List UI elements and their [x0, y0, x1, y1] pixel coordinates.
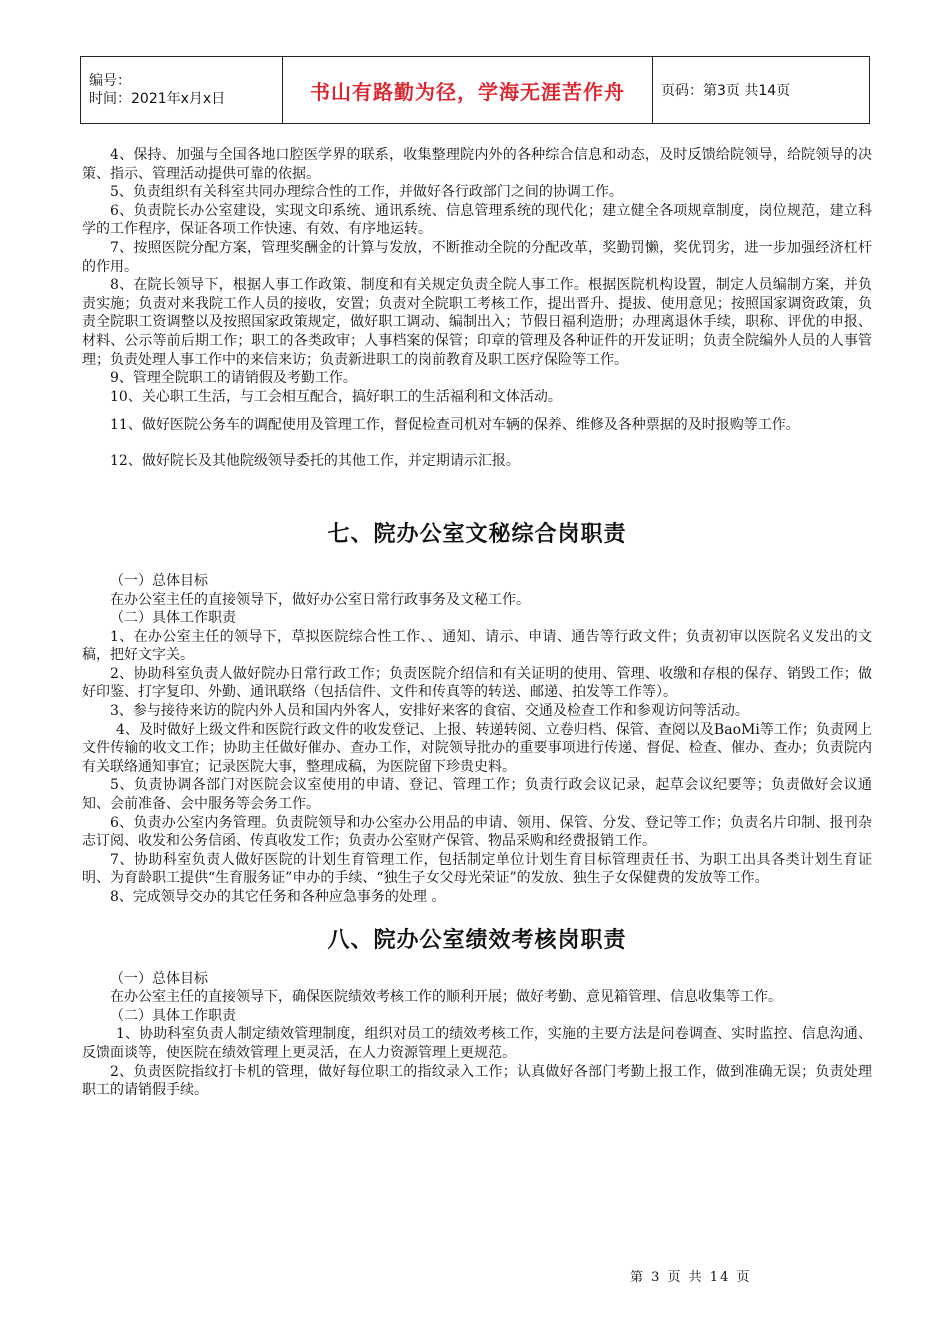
- section8-duty-2: 2、负责医院指纹打卡机的管理，做好每位职工的指纹录入工作；认真做好各部门考勤上报工作，做到准确无误；负责处理职工的请销假手续。: [82, 1063, 872, 1099]
- header-page-info: 页码：第3页 共14页: [653, 57, 870, 124]
- section8-duty-1: 1、协助科室负责人制定绩效管理制度，组织对员工的绩效考核工作，实施的主要方法是问卷调查、实时监控、信息沟通、反馈面谈等，使医院在绩效管理上更灵活，在人力资源管理上更规范。: [82, 1026, 872, 1061]
- header-motto: 书山有路勤为径，学海无涯苦作舟: [283, 57, 653, 124]
- section7-duty-2: 2、协助科室负责人做好院办日常行政工作；负责医院介绍信和有关证明的使用、管理、收缴和存根的保存、销毁工作；做好印鉴、打字复印、外勤、通讯联络（包括信件、文件和传真等的转送、邮递、拍发等工作等）。: [82, 665, 872, 701]
- section7-duties-label: （二）具体工作职责: [110, 610, 236, 627]
- section7-duty-6: 6、负责办公室内务管理。负责院领导和办公室办公用品的申请、领用、保管、分发、登记等工作；负责名片印制、报刊杂志订阅、收发和公务信函、传真收发工作；负责办公室财产保管、物品采购和经费报销工作。: [82, 814, 872, 850]
- section8-goal-label: （一）总体目标: [110, 970, 208, 987]
- section8-duties-label: （二）具体工作职责: [110, 1007, 236, 1024]
- section6-item-10: 10、关心职工生活，与工会相互配合，搞好职工的生活福利和文体活动。: [110, 388, 562, 405]
- section7-duty-8: 8、完成领导交办的其它任务和各种应急事务的处理 。: [110, 889, 446, 905]
- section7-duty-3: 3、参与接待来访的院内外人员和国内外客人，安排好来客的食宿、交通及检查工作和参观访问等活动。: [110, 703, 749, 720]
- section6-item-6: 6、负责院长办公室建设，实现文印系统、通讯系统、信息管理系统的现代化；建立健全各项规章制度，岗位规范，建立科学的工作程序，保证各项工作快速、有效、有序地运转。: [82, 202, 872, 238]
- document-body: [82, 146, 872, 1100]
- section7-duty-1: 1、在办公室主任的领导下，草拟医院综合性工作、、通知、请示、申请、通告等行政文件；负责初审以医院名义发出的文稿，把好文字关。: [82, 628, 872, 664]
- section6-item-9: 9、管理全院职工的请销假及考勤工作。: [110, 370, 357, 387]
- section6-item-5: 5、负责组织有关科室共同办理综合性的工作，并做好各行政部门之间的协调工作。: [110, 184, 623, 201]
- section6-item-4: 4、保持、加强与全国各地口腔医学界的联系，收集整理院内外的各种综合信息和动态，及时反馈给院领导，给院领导的决策、指示、管理活动提供可靠的依据。: [82, 147, 872, 182]
- section7-goal-label: （一）总体目标: [110, 572, 208, 589]
- section7-duty-5: 5、负责协调各部门对医院会议室使用的申请、登记、管理工作；负责行政会议记录，起草会议纪要等；负责做好会议通知、会前准备、会中服务等会务工作。: [82, 777, 872, 813]
- section8-title: 八、院办公室绩效考核岗职责: [327, 927, 627, 953]
- page-header: [80, 56, 870, 124]
- section6-item-11: 11、做好医院公务车的调配使用及管理工作，督促检查司机对车辆的保养、维修及各种票据的及时报购等工作。: [110, 417, 800, 434]
- section6-item-7: 7、按照医院分配方案，管理奖酬金的计算与发放，不断推动全院的分配改革，奖勤罚懒，奖优罚劣，进一步加强经济杠杆的作用。: [82, 239, 872, 275]
- section6-item-12: 12、做好院长及其他院级领导委托的其他工作，并定期请示汇报。: [110, 453, 520, 470]
- section7-title: 七、院办公室文秘综合岗职责: [327, 521, 627, 547]
- section8-goal-text: 在办公室主任的直接领导下，确保医院绩效考核工作的顺利开展；做好考勤、意见箱管理、信息收集等工作。: [110, 989, 782, 1006]
- page-footer: 第 3 页 共 14 页: [630, 1270, 752, 1285]
- section6-item-8: 8、在院长领导下，根据人事工作政策、制度和有关规定负责全院人事工作。根据医院机构设置，制定人员编制方案，并负责实施；负责对来我院工作人员的接收，安置；负责对全院职工考核工作，提出晋升、提拔、使用意见；按照国家调资政策，负责全院职工资调整以及按照国家政策规定，做好职工调动、编制出入；节假日福利造册；办理离退休手续，职称、评优的申报、材料、公示等前后期工作；职工的各类政审；人事档案的保管；印章的管理及各种证件的开发证明；负责全院编外人员的人事管理；负责处理人事工作中的来信来访；负责新进职工的岗前教育及职工医疗保险等工作。: [82, 277, 872, 368]
- document-number-label: 编号：: [89, 73, 131, 89]
- section7-duty-7: 7、协助科室负责人做好医院的计划生育管理工作，包括制定单位计划生育目标管理责任书、为职工出具各类计划生育证明、为育龄职工提供“生育服务证”申办的手续、“独生子女父母光荣证”的发放、独生子女保健费的发放等工作。: [82, 851, 872, 887]
- section7-duty-4: 4、及时做好上级文件和医院行政文件的收发登记、上报、转递转阅、立卷归档、保管、查阅以及BaoMi等工作；负责网上文件传输的收文工作；协助主任做好催办、查办工作，对院领导批办的重要事项进行传递、督促、检查、催办、查办；负责院内有关联络通知事宜；记录医院大事，整理成稿，为医院留下珍贵史料。: [82, 721, 872, 775]
- document-time: 时间：2021年x月x日: [89, 91, 226, 107]
- section7-goal-text: 在办公室主任的直接领导下，做好办公室日常行政事务及文秘工作。: [110, 591, 530, 608]
- header-meta: [81, 57, 283, 124]
